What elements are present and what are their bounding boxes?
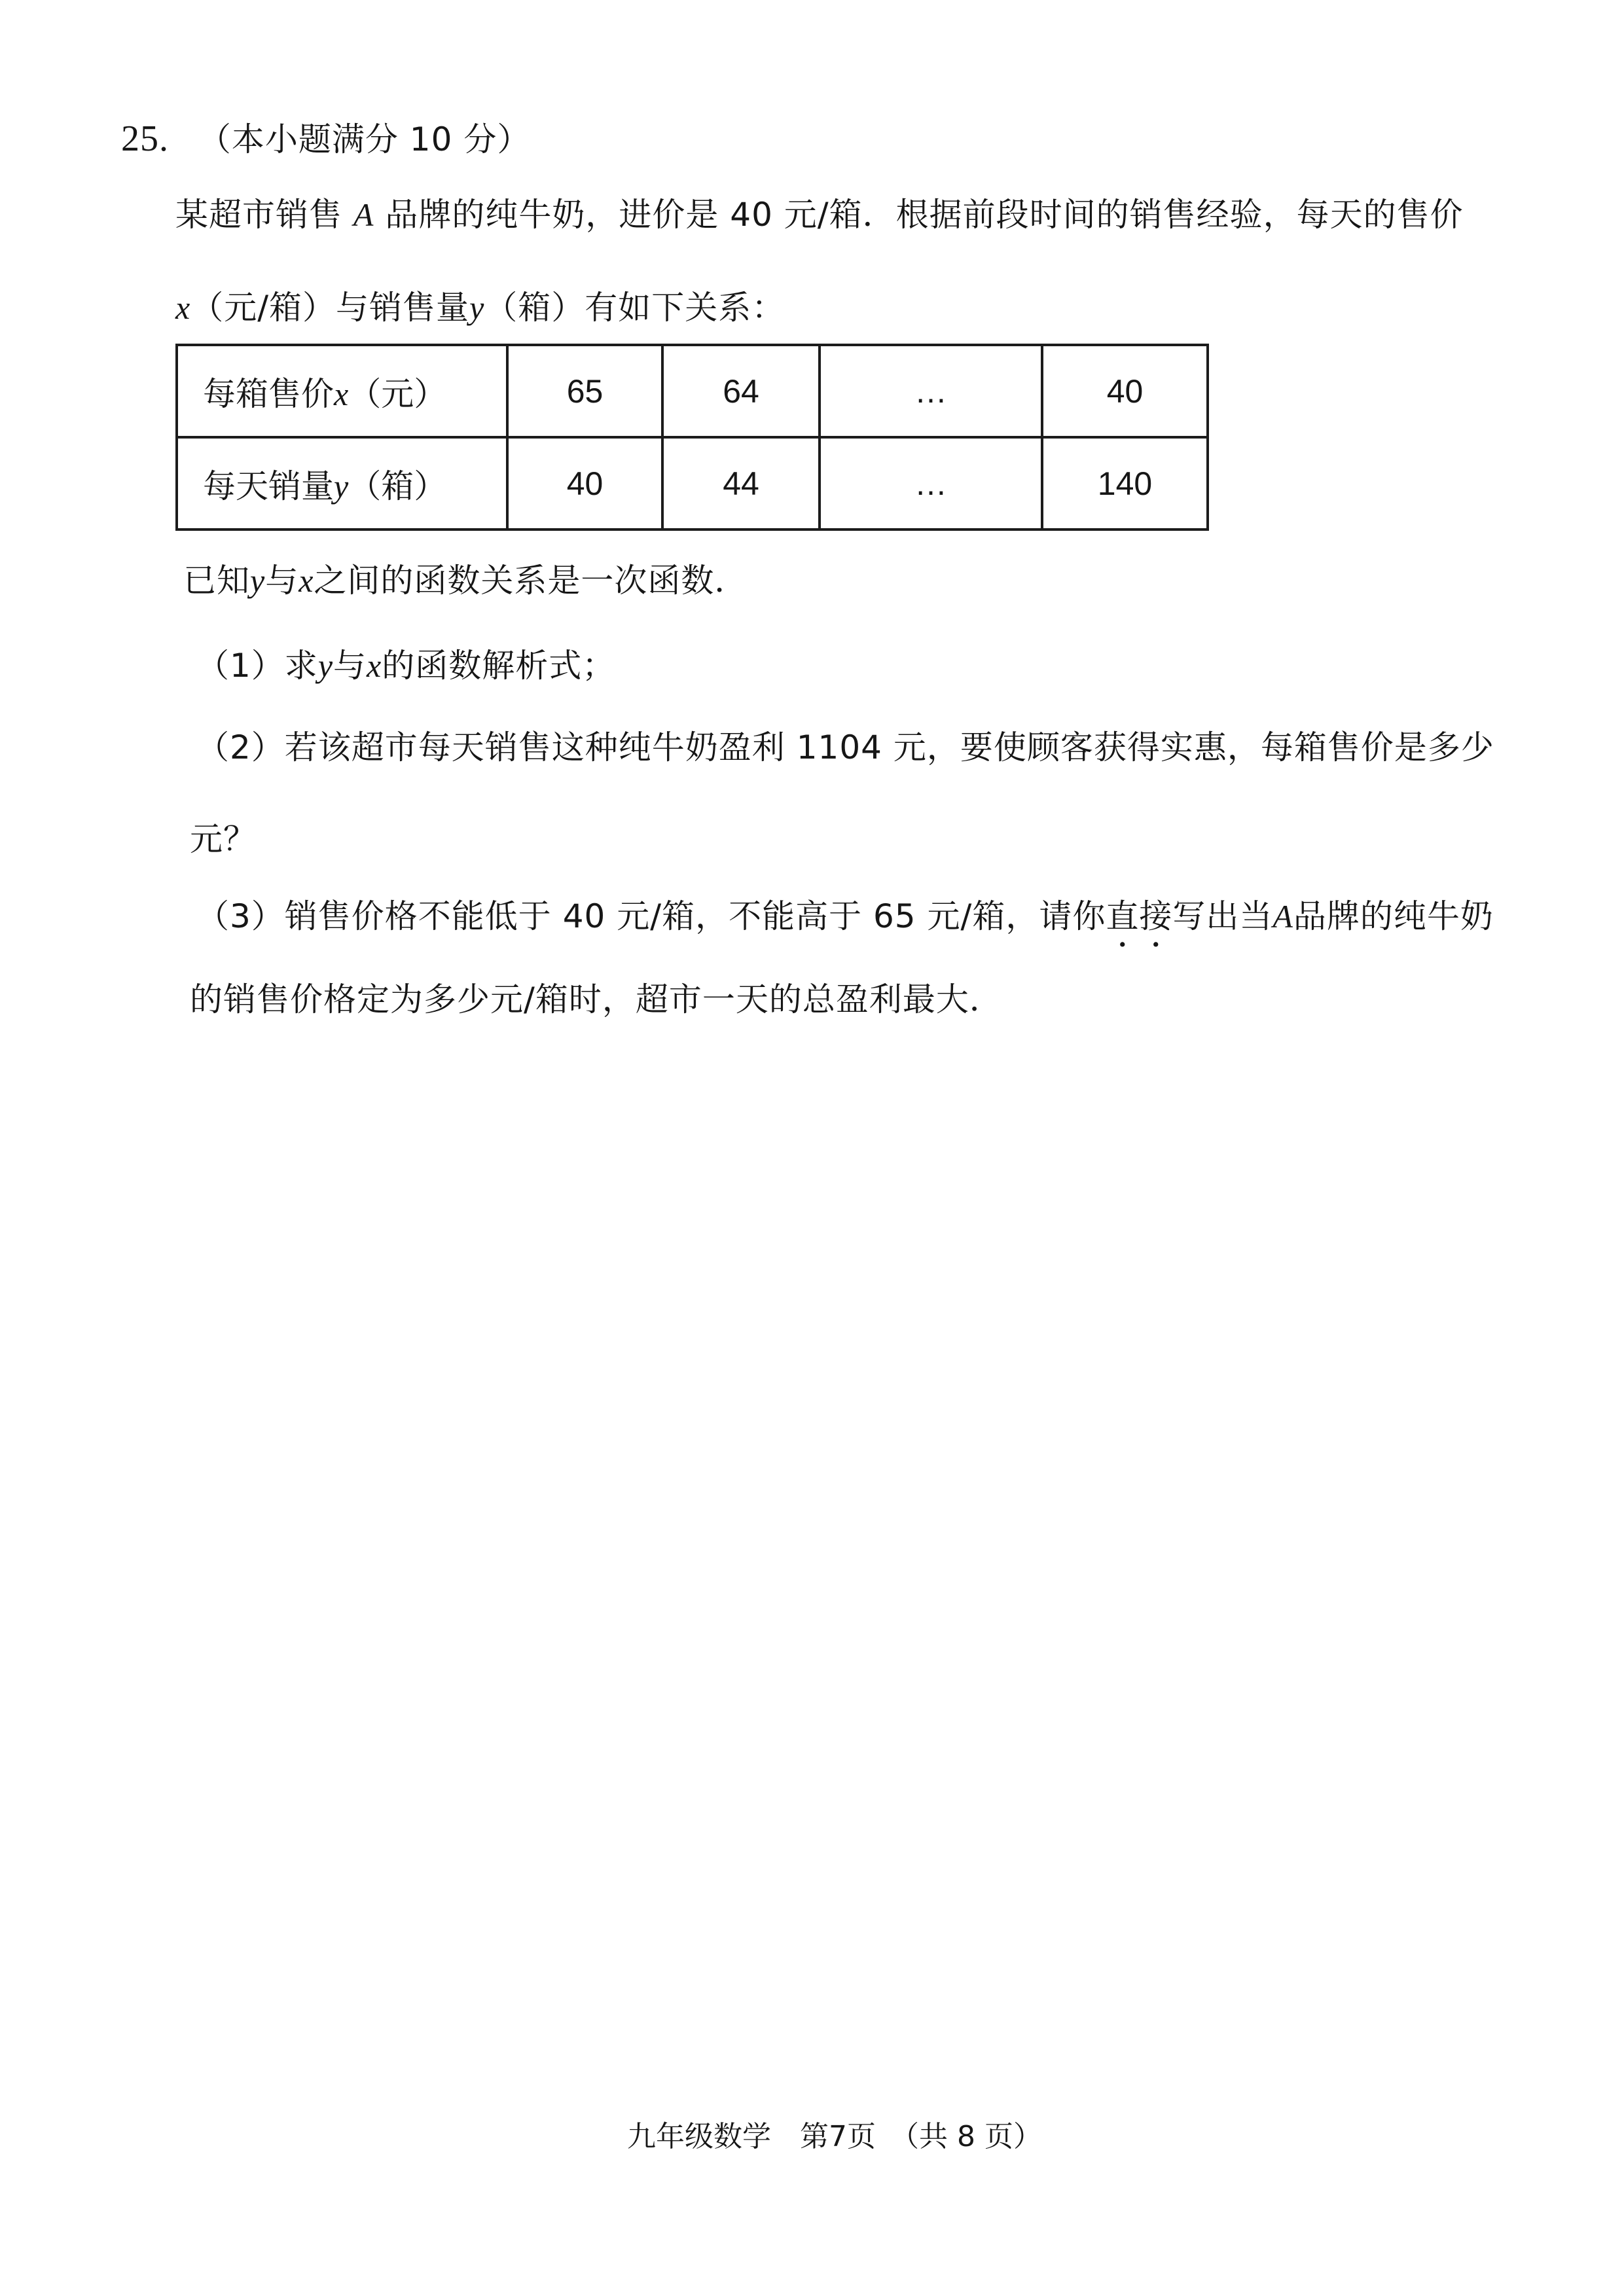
- known-statement: 已知y与x之间的函数关系是一次函数．: [183, 562, 748, 600]
- part-3-line-2: 的销售价格定为多少元/箱时，超市一天的总盈利最大．: [190, 980, 1003, 1018]
- intro-text-a: 某超市销售: [175, 196, 342, 234]
- intro-line-1: [175, 194, 1464, 236]
- table-cell: 140: [1042, 437, 1208, 529]
- score-note: （本小题满分 10 分）: [198, 120, 531, 158]
- table-cell-ellipsis: …: [820, 345, 1042, 437]
- table-cell: 40: [507, 437, 662, 529]
- intro-text-b: 品牌的纯牛奶，进价是 40 元/箱．根据前段时间的销售经验，每天的售价: [385, 196, 1464, 234]
- part-3-line-1: （3）销售价格不能低于 40 元/箱，不能高于 65 元/箱，请你直接写出当A品牌的纯牛奶: [196, 897, 1494, 935]
- var-y: y: [469, 289, 485, 326]
- row-header-price: 每箱售价x（元）: [177, 345, 507, 437]
- price-sales-table: [175, 344, 1209, 531]
- part-1: （1）求y与x的函数解析式；: [196, 647, 616, 685]
- part-2-line-2: 元？: [190, 820, 257, 858]
- emphasis-text: 直接: [1106, 897, 1173, 935]
- var-x: x: [175, 289, 191, 326]
- intro2-text-b: （箱）有如下关系：: [484, 289, 785, 327]
- table-cell: 44: [662, 437, 820, 529]
- table-row-sales: [177, 437, 1208, 529]
- table-cell: 40: [1042, 345, 1208, 437]
- part-2-line-1: （2）若该超市每天销售这种纯牛奶盈利 1104 元，要使顾客获得实惠，每箱售价是多少: [196, 728, 1494, 766]
- question-header: [121, 118, 530, 160]
- var-a: A: [353, 196, 374, 233]
- table-row-price: [177, 345, 1208, 437]
- question-number: 25.: [121, 118, 169, 159]
- table-cell: 64: [662, 345, 820, 437]
- table-cell: 65: [507, 345, 662, 437]
- page-footer: 九年级数学 第7页 （共 8 页）: [627, 2120, 1042, 2153]
- intro-line-2: [175, 287, 785, 329]
- intro2-text-a: （元/箱）与销售量: [190, 289, 470, 327]
- table-cell-ellipsis: …: [820, 437, 1042, 529]
- row-header-sales: 每天销量y（箱）: [177, 437, 507, 529]
